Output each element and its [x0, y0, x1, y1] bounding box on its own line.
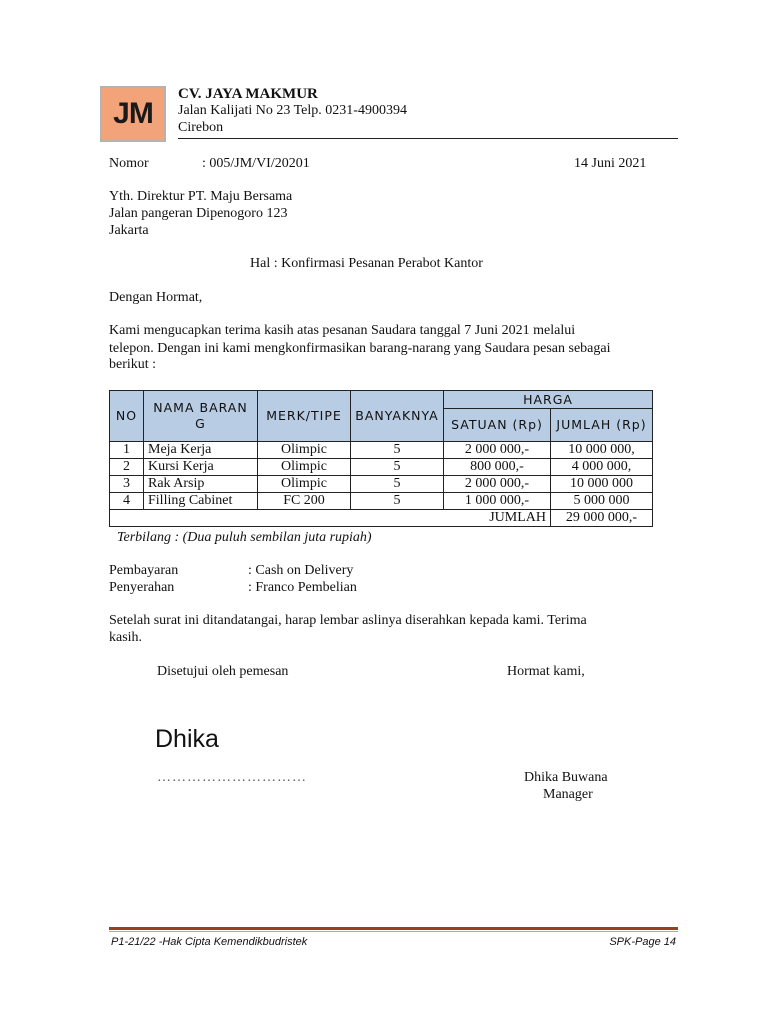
footer-divider-thin — [109, 931, 678, 932]
cell-banyaknya: 5 — [351, 476, 444, 493]
cell-jumlah: 5 000 000 — [551, 493, 653, 510]
cell-banyaknya: 5 — [351, 459, 444, 476]
customer-signature: Dhika — [155, 725, 219, 753]
company-name: CV. JAYA MAKMUR — [178, 86, 318, 102]
table-row — [110, 476, 653, 493]
table-row — [110, 442, 653, 459]
cell-merk: FC 200 — [258, 493, 351, 510]
header-nama-barang: NAMA BARANG — [144, 391, 258, 442]
cell-nama-barang: Meja Kerja — [144, 442, 258, 459]
regards-label: Hormat kami, — [507, 664, 585, 679]
table-row — [110, 493, 653, 510]
body-line-2: telepon. Dengan ini kami mengkonfirmasikan barang-narang yang Saudara pesan sebagai — [109, 341, 611, 356]
cell-banyaknya: 5 — [351, 493, 444, 510]
letter-subject: Hal : Konfirmasi Pesanan Perabot Kantor — [250, 256, 483, 271]
letterhead-divider — [178, 138, 678, 139]
header-jumlah: JUMLAH (Rp) — [551, 409, 653, 442]
company-logo: JM — [100, 86, 166, 142]
table-row — [110, 459, 653, 476]
signer-name: Dhika Buwana — [524, 770, 608, 785]
closing-line-1: Setelah surat ini ditandatangai, harap lembar aslinya diserahkan kepada kami. Terima — [109, 613, 587, 628]
cell-satuan: 2 000 000,- — [444, 476, 551, 493]
cell-jumlah: 10 000 000 — [551, 476, 653, 493]
cell-nama-barang: Rak Arsip — [144, 476, 258, 493]
greeting: Dengan Hormat, — [109, 290, 203, 305]
cell-no: 4 — [110, 493, 144, 510]
cell-merk: Olimpic — [258, 459, 351, 476]
penyerahan-label: Penyerahan — [109, 580, 175, 595]
total-label: JUMLAH — [110, 510, 551, 527]
nomor-label: Nomor — [109, 156, 149, 171]
signer-title: Manager — [543, 787, 593, 802]
cell-jumlah: 10 000 000, — [551, 442, 653, 459]
total-row — [110, 510, 653, 527]
penyerahan-value: : Franco Pembelian — [248, 580, 357, 595]
approval-label: Disetujui oleh pemesan — [157, 664, 289, 679]
pembayaran-label: Pembayaran — [109, 563, 179, 578]
company-city: Cirebon — [178, 120, 224, 135]
cell-no: 2 — [110, 459, 144, 476]
body-line-3: berikut : — [109, 357, 157, 372]
cell-satuan: 1 000 000,- — [444, 493, 551, 510]
recipient-line-1: Yth. Direktur PT. Maju Bersama — [109, 189, 293, 204]
cell-no: 1 — [110, 442, 144, 459]
footer-copyright: P1-21/22 -Hak Cipta Kemendikbudristek — [111, 936, 308, 948]
cell-satuan: 800 000,- — [444, 459, 551, 476]
nomor-value: : 005/JM/VI/20201 — [202, 156, 310, 171]
signature-dotted-line: ………………………… — [157, 770, 307, 785]
recipient-line-3: Jakarta — [109, 223, 149, 238]
terbilang: Terbilang : (Dua puluh sembilan juta rupiah) — [117, 530, 372, 545]
pembayaran-value: : Cash on Delivery — [248, 563, 354, 578]
total-value: 29 000 000,- — [551, 510, 653, 527]
cell-jumlah: 4 000 000, — [551, 459, 653, 476]
cell-satuan: 2 000 000,- — [444, 442, 551, 459]
header-harga: HARGA — [444, 391, 653, 409]
cell-merk: Olimpic — [258, 442, 351, 459]
cell-merk: Olimpic — [258, 476, 351, 493]
cell-banyaknya: 5 — [351, 442, 444, 459]
company-address: Jalan Kalijati No 23 Telp. 0231-4900394 — [178, 103, 407, 118]
header-no: NO — [110, 391, 144, 442]
header-merk-tipe: MERK/TIPE — [258, 391, 351, 442]
header-satuan: SATUAN (Rp) — [444, 409, 551, 442]
recipient-line-2: Jalan pangeran Dipenogoro 123 — [109, 206, 288, 221]
footer-divider — [109, 927, 678, 930]
footer-page: SPK-Page 14 — [609, 936, 676, 948]
closing-line-2: kasih. — [109, 630, 143, 645]
body-line-1: Kami mengucapkan terima kasih atas pesanan Saudara tanggal 7 Juni 2021 melalui — [109, 323, 576, 338]
letter-date: 14 Juni 2021 — [574, 156, 647, 171]
order-table — [109, 390, 653, 527]
cell-nama-barang: Filling Cabinet — [144, 493, 258, 510]
header-banyaknya: BANYAKNYA — [351, 391, 444, 442]
cell-no: 3 — [110, 476, 144, 493]
cell-nama-barang: Kursi Kerja — [144, 459, 258, 476]
